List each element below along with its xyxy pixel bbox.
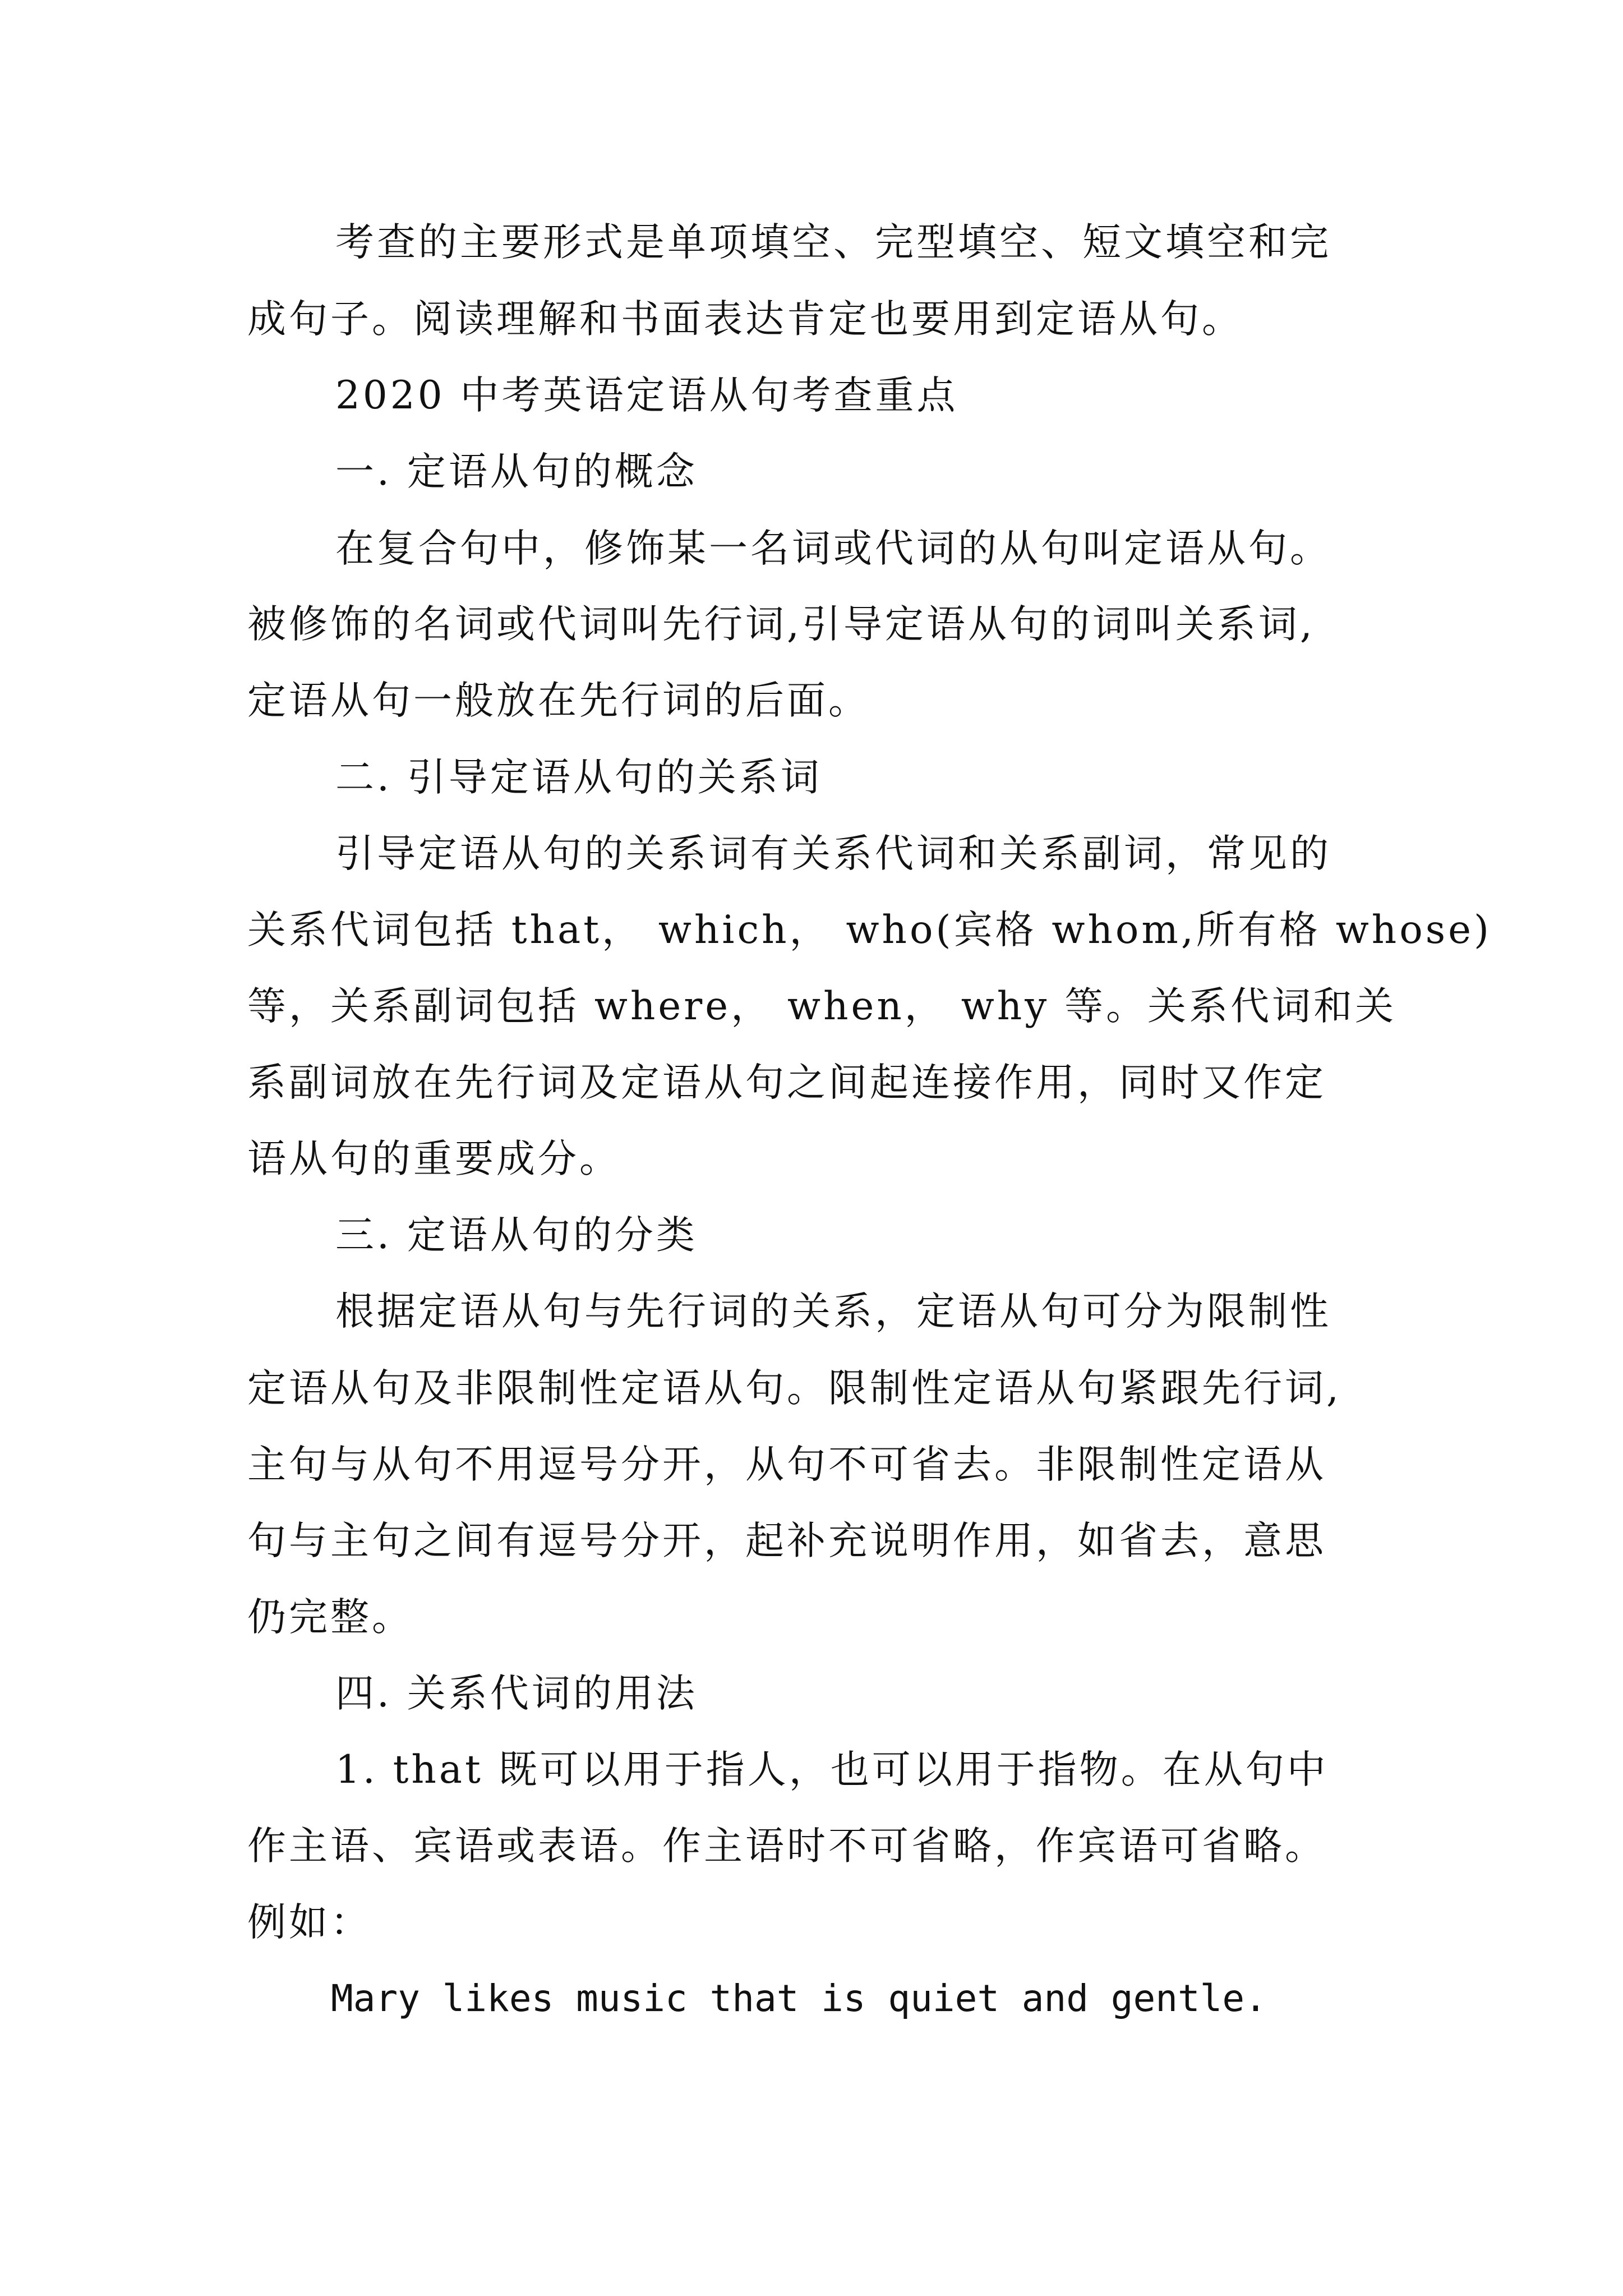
section-1-body-line-1: 在复合句中，修饰某一名词或代词的从句叫定语从句。: [335, 526, 1331, 571]
section-2-body-line-1: 引导定语从句的关系词有关系代词和关系副词，常见的: [335, 831, 1331, 876]
section-3-body-line-1: 根据定语从句与先行词的关系，定语从句可分为限制性: [335, 1289, 1331, 1334]
section-2-heading: 二. 引导定语从句的关系词: [335, 755, 822, 800]
intro-line-2: 成句子。阅读理解和书面表达肯定也要用到定语从句。: [247, 297, 1243, 342]
section-2-body-line-2: 关系代词包括 that， which， who(宾格 whom,所有格 whose): [247, 908, 1492, 953]
section-3-body-line-3: 主句与从句不用逗号分开，从句不可省去。非限制性定语从: [247, 1442, 1326, 1487]
intro-line-1: 考查的主要形式是单项填空、完型填空、短文填空和完: [335, 220, 1331, 265]
section-3-heading: 三. 定语从句的分类: [335, 1213, 698, 1258]
section-3-body-line-4: 句与主句之间有逗号分开，起补充说明作用，如省去，意思: [247, 1519, 1326, 1563]
section-4-item-1-line-3: 例如：: [247, 1900, 372, 1945]
section-2-body-line-4: 系副词放在先行词及定语从句之间起连接作用，同时又作定: [247, 1060, 1326, 1105]
section-3-body-line-5: 仍完整。: [247, 1595, 413, 1640]
section-4-item-1-line-2: 作主语、宾语或表语。作主语时不可省略，作宾语可省略。: [247, 1824, 1326, 1869]
document-title: 2020 中考英语定语从句考查重点: [335, 373, 958, 418]
section-2-body-line-5: 语从句的重要成分。: [247, 1137, 621, 1181]
section-4-heading: 四. 关系代词的用法: [335, 1671, 698, 1716]
example-sentence: Mary likes music that is quiet and gentle.: [331, 1977, 1267, 2020]
section-1-heading: 一. 定语从句的概念: [335, 449, 698, 494]
section-2-body-line-3: 等，关系副词包括 where， when， why 等。关系代词和关: [247, 984, 1397, 1029]
section-1-body-line-3: 定语从句一般放在先行词的后面。: [247, 678, 870, 723]
section-3-body-line-2: 定语从句及非限制性定语从句。限制性定语从句紧跟先行词,: [247, 1366, 1341, 1411]
section-4-item-1-line-1: 1. that 既可以用于指人，也可以用于指物。在从句中: [335, 1747, 1329, 1792]
section-1-body-line-2: 被修饰的名词或代词叫先行词,引导定语从句的词叫关系词,: [247, 602, 1315, 647]
